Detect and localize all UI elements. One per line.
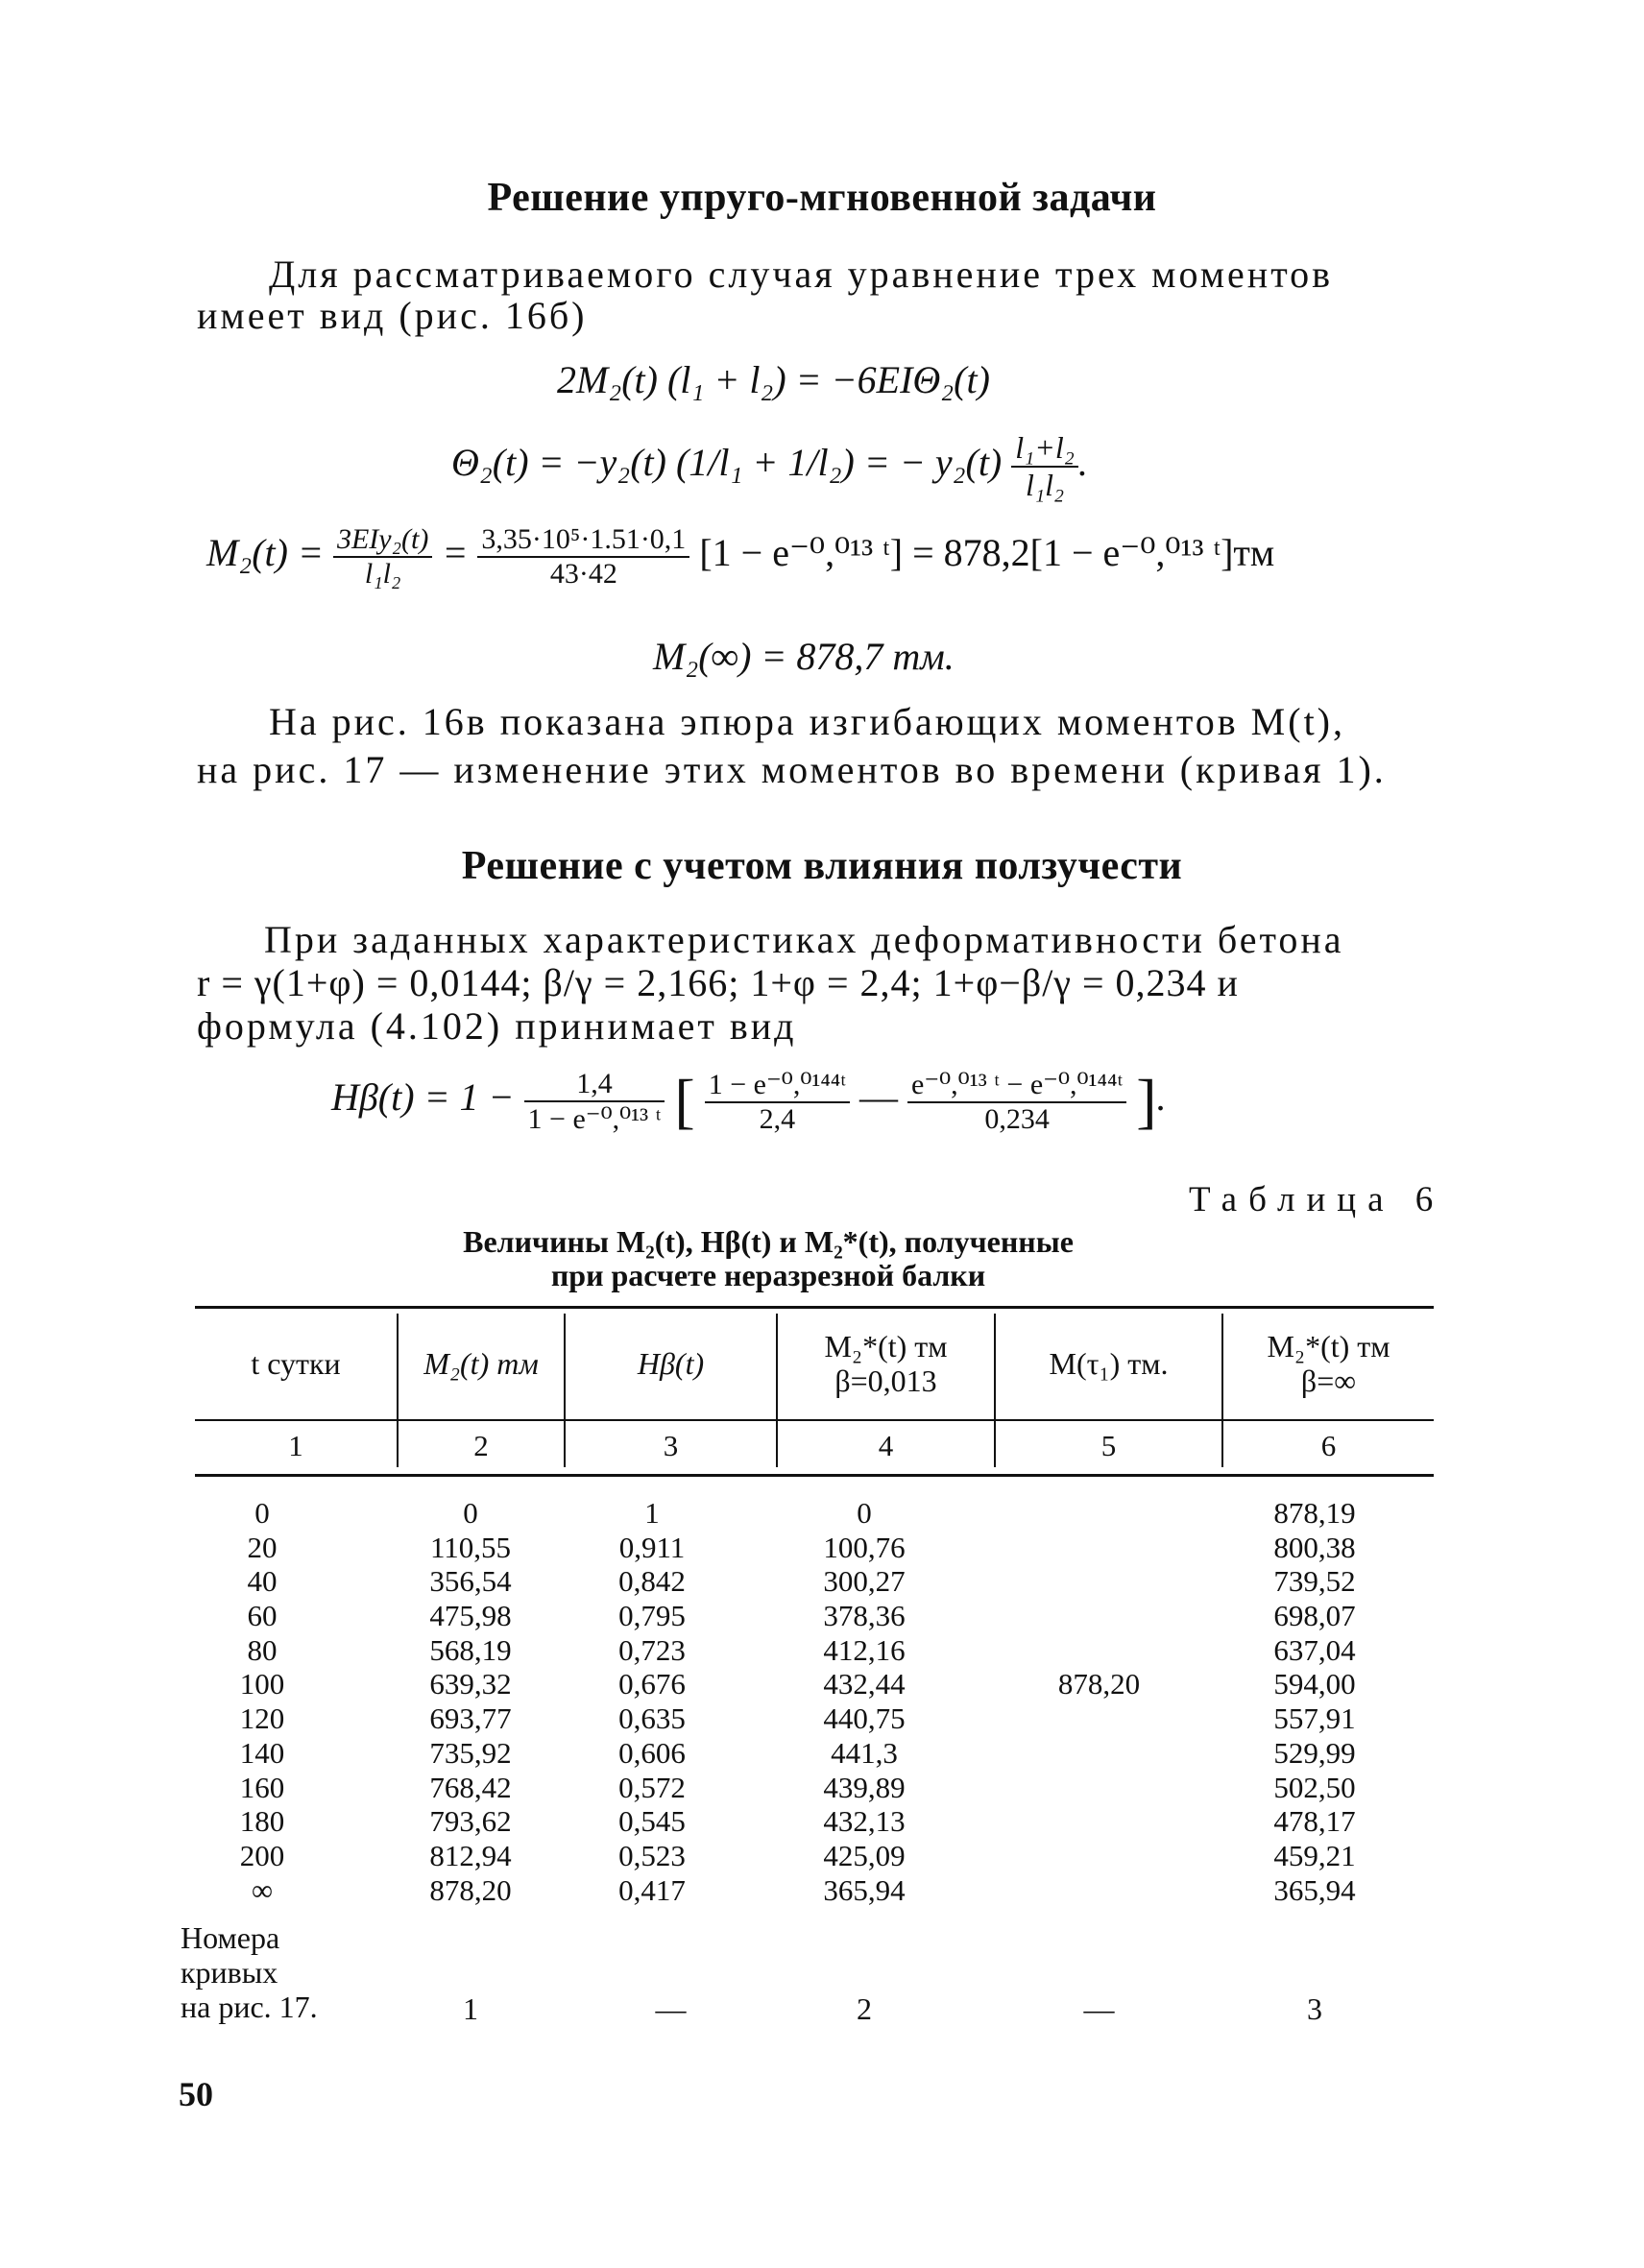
table-number: Таблица 6	[1189, 1180, 1445, 1219]
fraction-numerator: 1,4	[524, 1068, 665, 1102]
table-cell: 378,36	[823, 1599, 906, 1633]
equation-h-beta-fraction-2	[705, 1068, 850, 1136]
table-cell: 0,723	[618, 1632, 686, 1667]
equation-m2: M₂(t) = $\frac{\text{3EIy₂(t)}}{\text{l₁l₂}}$ = $\frac{\text{3,35·10⁵·1.51·0,1}}{43\cdot 42}$ [1 − e⁻⁰,⁰¹³ ᵗ] = 878,2[1 − e⁻⁰,⁰¹³ ᵗ]тм	[206, 523, 1275, 590]
fraction-numerator: 3,35·10⁵·1.51·0,1	[477, 523, 689, 558]
table-cell: 0,911	[618, 1530, 686, 1564]
table-cell: 412,16	[823, 1632, 906, 1667]
table-cell: 425,09	[823, 1838, 906, 1872]
table-cell: 0,545	[618, 1804, 686, 1839]
header-sublabel: β=0,013	[834, 1363, 937, 1398]
equation-h-beta-fraction-3	[907, 1068, 1126, 1136]
table-cell: 432,13	[823, 1804, 906, 1839]
table-cell: ∞	[251, 1872, 274, 1907]
page-number: 50	[179, 2075, 213, 2113]
fraction-denominator: 2,4	[759, 1102, 796, 1135]
equation-m2-fraction-1	[333, 523, 432, 591]
section-heading-creep: Решение с учетом влияния ползучести	[461, 844, 1183, 888]
table-column-mt	[996, 1496, 1202, 1907]
fraction-denominator: l₁l₂	[364, 558, 401, 590]
column-number: 6	[1320, 1429, 1337, 1462]
table-cell	[996, 1873, 1202, 1908]
table-cell: 594,00	[1273, 1667, 1356, 1701]
table-cell: 439,89	[823, 1770, 906, 1804]
table-cell: 441,3	[831, 1735, 898, 1770]
table-column-m2	[399, 1496, 543, 1907]
bracket-close: ]	[1136, 1067, 1157, 1135]
footer-label-line: кривых	[181, 1955, 278, 1990]
table-cell: 0,635	[618, 1701, 686, 1736]
curve-number: —	[655, 1991, 687, 2026]
fraction-numerator: l₁+l₂	[1011, 430, 1078, 468]
header-label: Hβ(t)	[637, 1346, 705, 1381]
fraction-numerator: 1 − e⁻⁰,⁰¹⁴⁴ᵗ	[705, 1068, 850, 1103]
minus-sign: —	[859, 1075, 907, 1120]
table-cell	[996, 1771, 1202, 1805]
table-cell: 120	[239, 1701, 285, 1736]
table-cell: 365,94	[1273, 1872, 1356, 1907]
table-footer-label	[181, 1920, 318, 2024]
equation-theta: Θ₂(t) = −y₂(t) (1/l₁ + 1/l₂) = − y₂(t) $\frac{\text{l₁+l₂}}{\text{l₁l₂}}$ .	[451, 430, 1088, 502]
section-heading-elastic: Решение упруго-мгновенной задачи	[487, 176, 1157, 220]
table-cell: 0,842	[618, 1564, 686, 1599]
table-cell: 40	[247, 1564, 278, 1599]
equation-theta-lhs: Θ₂(t) = −y₂(t)	[451, 441, 666, 485]
table-header-m2inf	[1223, 1329, 1434, 1398]
table-cell	[996, 1839, 1202, 1873]
table-cell: 637,04	[1273, 1632, 1356, 1667]
equation-theta-fraction	[1011, 430, 1078, 503]
equation-m2-infinity: M₂(∞) = 878,7 тм.	[653, 635, 955, 678]
equation-m2-fraction-2	[477, 523, 689, 591]
table-column-m2s	[778, 1496, 951, 1907]
table-cell: 502,50	[1273, 1770, 1356, 1804]
table-cell: 529,99	[1273, 1735, 1356, 1770]
table-cell: 140	[239, 1735, 285, 1770]
table-cell	[996, 1564, 1202, 1599]
fraction-denominator: 43·42	[549, 558, 617, 590]
table-cell: 80	[247, 1632, 278, 1667]
table-column-h	[566, 1496, 738, 1907]
table-cell	[996, 1599, 1202, 1633]
footer-label-line: Номера	[181, 1920, 280, 1955]
equation-h-beta-fraction-1	[524, 1068, 665, 1136]
header-label: M(τ₁) тм.	[1049, 1346, 1169, 1381]
table-cell: 793,62	[429, 1804, 512, 1839]
paragraph-line: На рис. 16в показана эпюра изгибающих моментов M(t),	[269, 700, 1345, 743]
equation-m2-rhs: [1 − e⁻⁰,⁰¹³ ᵗ] = 878,2[1 − e⁻⁰,⁰¹³ ᵗ]тм	[699, 531, 1275, 575]
table-cell: 0,795	[618, 1599, 686, 1633]
footer-label-line: на рис. 17.	[181, 1990, 318, 2024]
paragraph-line: формула (4.102) принимает вид	[197, 1004, 797, 1048]
fraction-numerator: e⁻⁰,⁰¹³ ᵗ − e⁻⁰,⁰¹⁴⁴ᵗ	[907, 1068, 1126, 1103]
table-header-mt	[996, 1346, 1221, 1381]
table-cell: 0	[254, 1496, 270, 1530]
table-cell: 0,606	[618, 1735, 686, 1770]
table-cell: 878,19	[1273, 1496, 1356, 1530]
table-cell: 356,54	[429, 1564, 512, 1599]
table-column-t	[195, 1496, 329, 1907]
table-header-m2	[399, 1346, 564, 1381]
table-header-h	[566, 1346, 776, 1381]
table-cell: 110,55	[429, 1530, 512, 1564]
table-cell: 100	[239, 1667, 285, 1701]
column-number: 1	[288, 1429, 303, 1462]
table-cell: 557,91	[1273, 1701, 1356, 1736]
table-cell: 100,76	[823, 1530, 906, 1564]
column-number: 4	[878, 1429, 894, 1462]
table-cell: 440,75	[823, 1701, 906, 1736]
table-cell: 459,21	[1273, 1838, 1356, 1872]
table-cell: 735,92	[429, 1735, 512, 1770]
table-cell: 300,27	[823, 1564, 906, 1599]
table-cell: 0,676	[618, 1667, 686, 1701]
table-cell: 768,42	[429, 1770, 512, 1804]
table-cell: 478,17	[1273, 1804, 1356, 1839]
table-caption: при расчете неразрезной балки	[550, 1258, 986, 1292]
equation-h-beta-lhs: Hβ(t) = 1 −	[331, 1075, 515, 1120]
paragraph-line: на рис. 17 — изменение этих моментов во времени (кривая 1).	[197, 748, 1387, 791]
table-cell: 800,38	[1273, 1530, 1356, 1564]
table-cell: 878,20	[429, 1872, 512, 1907]
fraction-numerator: 3EIy₂(t)	[333, 523, 432, 558]
table-cell: 1	[644, 1496, 660, 1530]
curve-number: —	[1083, 1991, 1115, 2026]
equation-theta-mid: (1/l₁ + 1/l₂) = − y₂(t)	[675, 441, 1003, 485]
fraction-denominator: l₁l₂	[1026, 468, 1065, 502]
curve-number: 3	[1307, 1991, 1322, 2026]
header-sublabel: β=∞	[1300, 1363, 1357, 1398]
table-cell	[996, 1804, 1202, 1839]
table-column-m2inf	[1223, 1496, 1406, 1907]
column-number: 3	[663, 1429, 679, 1462]
fraction-denominator: 1 − e⁻⁰,⁰¹³ ᵗ	[527, 1102, 662, 1135]
table-cell: 0,523	[618, 1838, 686, 1872]
table-header-rule	[195, 1419, 1434, 1421]
paragraph-line: имеет вид (рис. 16б)	[197, 294, 588, 337]
table-cell: 200	[239, 1838, 285, 1872]
table-cell: 698,07	[1273, 1599, 1356, 1633]
table-cell	[996, 1701, 1202, 1736]
bracket-open: [	[674, 1067, 695, 1135]
table-numbers-rule	[195, 1474, 1434, 1477]
table-cell: 160	[239, 1770, 285, 1804]
table-header-t	[195, 1346, 397, 1381]
table-cell: 475,98	[429, 1599, 512, 1633]
column-number: 2	[473, 1429, 489, 1462]
paragraph-line: r = γ(1+φ) = 0,0144; β/γ = 2,166; 1+φ = 2,4; 1+φ−β/γ = 0,234 и	[197, 961, 1239, 1004]
column-number: 5	[1100, 1429, 1117, 1462]
table-cell	[996, 1633, 1202, 1668]
header-label: M₂*(t) тм	[1267, 1329, 1390, 1363]
fraction-denominator: 0,234	[984, 1102, 1050, 1135]
table-cell	[996, 1496, 1202, 1531]
table-cell: 0,417	[618, 1872, 686, 1907]
table-cell: 812,94	[429, 1838, 512, 1872]
table-cell: 693,77	[429, 1701, 512, 1736]
table-cell: 568,19	[429, 1632, 512, 1667]
table-cell: 639,32	[429, 1667, 512, 1701]
table-cell	[996, 1531, 1202, 1565]
table-cell: 0	[463, 1496, 478, 1530]
table-cell: 180	[239, 1804, 285, 1839]
table-cell: 878,20	[1057, 1667, 1141, 1701]
table-cell: 739,52	[1273, 1564, 1356, 1599]
table-cell: 432,44	[823, 1667, 906, 1701]
table-cell: 0	[857, 1496, 872, 1530]
equation-m2-lhs: M₂(t) =	[206, 531, 324, 575]
equation-three-moments: 2M₂(t) (l₁ + l₂) = −6EIΘ₂(t)	[557, 358, 990, 401]
curve-number: 2	[857, 1991, 872, 2026]
header-label: M₂(t) тм	[423, 1346, 539, 1381]
table-cell: 365,94	[823, 1872, 906, 1907]
curve-number: 1	[463, 1991, 478, 2026]
table-header-m2s	[778, 1329, 994, 1398]
table-top-rule	[195, 1306, 1434, 1309]
table-cell: 20	[247, 1530, 278, 1564]
equation-h-beta: Hβ(t) = 1 − $\frac{1,4}{\text{1 − e⁻⁰,⁰¹³ ᵗ}}$ [ $\frac{\text{1 − e⁻⁰,⁰¹⁴⁴ᵗ}}{2,4}$ — $\frac{\text{e⁻⁰,⁰¹³ ᵗ − e⁻⁰,⁰¹⁴⁴ᵗ}}{0,234}$ ].	[331, 1067, 1167, 1135]
table-cell: 60	[247, 1599, 278, 1633]
table-caption: Величины M₂(t), Hβ(t) и M₂*(t), полученные	[463, 1224, 1074, 1259]
header-label: t сутки	[251, 1346, 341, 1381]
paragraph-line: Для рассматриваемого случая уравнение трех моментов	[269, 253, 1334, 296]
paragraph-line: При заданных характеристиках деформативности бетона	[264, 918, 1344, 961]
table-cell: 0,572	[618, 1770, 686, 1804]
table-cell	[996, 1736, 1202, 1771]
header-label: M₂*(t) тм	[824, 1329, 948, 1363]
